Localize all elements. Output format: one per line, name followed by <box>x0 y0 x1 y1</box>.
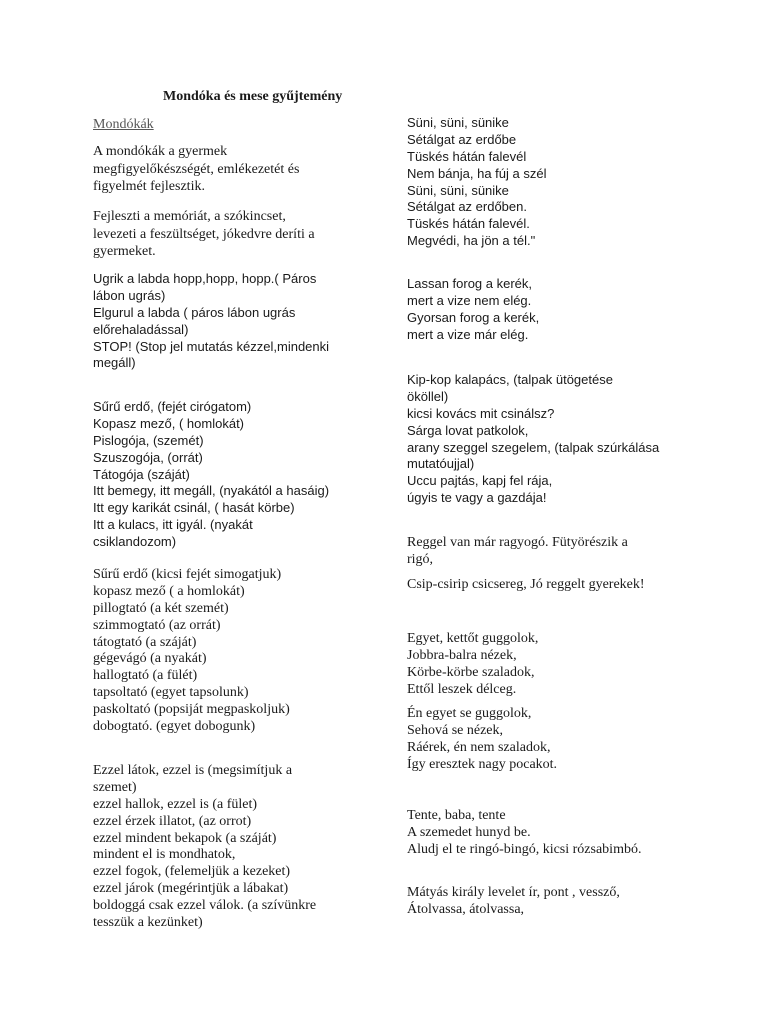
text-line: Egyet, kettőt guggolok, <box>407 631 539 646</box>
text-line: Itt bemegy, itt megáll, (nyakától a hasáig) <box>93 483 330 499</box>
text-line: Sűrű erdő (kicsi fejét simogatjuk) <box>93 567 282 582</box>
text-line: boldoggá csak ezzel válok. (a szívünkre <box>93 898 317 914</box>
text-line: Nem bánja, ha fúj a szél <box>407 165 547 181</box>
text-line: hallogtató (a fülét) <box>93 668 198 684</box>
text-line: STOP! (Stop jel mutatás kézzel,mindenki <box>93 338 330 354</box>
text-line: kopasz mező ( a homlokát) <box>93 583 245 599</box>
text-line: A szemedet hunyd be. <box>407 824 531 840</box>
text-line: Szuszogója, (orrát) <box>93 449 203 465</box>
text-line: Én egyet se guggolok, <box>407 706 532 721</box>
text-line: Kopasz mező, ( homlokát) <box>93 415 245 431</box>
text-line: megfigyelőkészségét, emlékezetét és <box>93 161 300 177</box>
text-line: dobogtató. (egyet dobogunk) <box>93 719 256 735</box>
text-line: tátogtató (a száját) <box>93 634 197 650</box>
text-line: Aludj el te ringó-bingó, kicsi rózsabimbó. <box>407 841 642 857</box>
text-line: mert a vize nem elég. <box>407 292 532 308</box>
rhyme-block <box>407 706 557 774</box>
text-line: Megvédi, ha jön a tél." <box>407 233 536 249</box>
text-line: ezzel fogok, (felemeljük a kezeket) <box>93 864 291 880</box>
text-line: Körbe-körbe szaladok, <box>407 664 535 680</box>
text-line: pillogtató (a két szemét) <box>93 600 229 616</box>
text-line: ököllel) <box>407 388 449 404</box>
rhyme-block <box>407 885 620 919</box>
rhyme-block <box>407 577 645 594</box>
text-line: figyelmét fejlesztik. <box>93 179 205 194</box>
text-line: Lassan forog a kerék, <box>407 276 533 291</box>
text-line: Reggel van már ragyogó. Fütyörészik a <box>407 535 628 550</box>
text-line: Sétálgat az erdőbe <box>407 131 517 147</box>
text-line: paskoltató (popsiját megpaskoljuk) <box>93 702 290 718</box>
rhyme-block <box>407 115 546 250</box>
text-line: Süni, süni, sünike <box>407 182 509 198</box>
text-line: csiklandozom) <box>93 534 177 550</box>
text-line: mutatóujjal) <box>407 456 475 472</box>
text-line: Így eresztek nagy pocakot. <box>407 756 558 772</box>
rhyme-block <box>407 372 659 507</box>
text-line: Tüskés hátán falevél. <box>407 216 530 232</box>
text-line: Jobbra-balra nézek, <box>407 647 517 663</box>
text-line: Itt a kulacs, itt igyál. (nyakát <box>93 517 253 533</box>
text-line: levezeti a feszültséget, jókedvre deríti a <box>93 226 315 242</box>
intro-paragraph <box>93 208 315 261</box>
text-line: A mondókák a gyermek <box>93 144 228 159</box>
text-line: Ugrik a labda hopp,hopp, hopp.( Páros <box>93 271 317 286</box>
text-line: Kip-kop kalapács, (talpak ütögetése <box>407 372 613 387</box>
text-line: Elgurul a labda ( páros lábon ugrás <box>93 304 296 320</box>
text-line: tapsoltató (egyet tapsolunk) <box>93 685 249 701</box>
rhyme-block <box>407 535 628 569</box>
rhyme-block <box>93 399 329 551</box>
text-line: ezzel mindent bekapok (a száját) <box>93 830 277 846</box>
rhyme-block <box>407 276 539 344</box>
text-line: mindent el is mondhatok, <box>93 847 236 863</box>
rhyme-block <box>93 271 329 372</box>
text-line: Sehová se nézek, <box>407 722 504 738</box>
text-line: Süni, süni, sünike <box>407 115 509 130</box>
text-line: Fejleszti a memóriát, a szókincset, <box>93 209 286 224</box>
text-line: ezzel hallok, ezzel is (a fület) <box>93 796 258 812</box>
text-line: Ráérek, én nem szaladok, <box>407 739 551 755</box>
text-line: Ezzel látok, ezzel is (megsimítjuk a <box>93 763 293 778</box>
text-line: lábon ugrás) <box>93 287 166 303</box>
text-line: úgyis te vagy a gazdája! <box>407 490 547 506</box>
rhyme-block <box>93 567 290 736</box>
text-line: rigó, <box>407 551 434 567</box>
text-line: Tüskés hátán falevél <box>407 148 527 164</box>
text-line: ezzel érzek illatot, (az orrot) <box>93 813 252 829</box>
text-line: ezzel járok (megérintjük a lábakat) <box>93 881 289 897</box>
text-line: Tente, baba, tente <box>407 808 506 823</box>
text-line: Gyorsan forog a kerék, <box>407 309 540 325</box>
text-line: gégevágó (a nyakát) <box>93 651 207 667</box>
text-line: Itt egy karikát csinál, ( hasát körbe) <box>93 500 295 516</box>
rhyme-block <box>407 631 538 699</box>
text-line: szemet) <box>93 779 137 795</box>
text-line: Sárga lovat patkolok, <box>407 422 529 438</box>
intro-paragraph <box>93 143 299 196</box>
text-line: gyermeket. <box>93 244 156 259</box>
section-heading: Mondókák <box>93 117 154 132</box>
text-line: Pislogója, (szemét) <box>93 432 204 448</box>
text-line: Sétálgat az erdőben. <box>407 199 527 215</box>
text-line: arany szeggel szegelem, (talpak szúrkálása <box>407 439 660 455</box>
text-line: Csip-csirip csicsereg, Jó reggelt gyerekek! <box>407 577 645 592</box>
text-line: Átolvassa, átolvassa, <box>407 901 525 917</box>
document-title: Mondóka és mese gyűjtemény <box>163 89 343 104</box>
text-line: előrehaladással) <box>93 321 189 337</box>
text-line: Ettől leszek délceg. <box>407 681 517 697</box>
text-line: Sűrű erdő, (fejét cirógatom) <box>93 399 252 414</box>
text-line: szimmogtató (az orrát) <box>93 617 221 633</box>
text-line: tesszük a kezünket) <box>93 915 203 931</box>
rhyme-block <box>93 763 316 932</box>
text-line: Mátyás király levelet ír, pont , vessző, <box>407 885 620 900</box>
text-line: mert a vize már elég. <box>407 326 529 342</box>
text-line: Tátogója (száját) <box>93 466 190 482</box>
text-line: kicsi kovács mit csinálsz? <box>407 405 555 421</box>
text-line: megáll) <box>93 355 136 371</box>
text-line: Uccu pajtás, kapj fel rája, <box>407 473 553 489</box>
rhyme-block <box>407 808 641 859</box>
